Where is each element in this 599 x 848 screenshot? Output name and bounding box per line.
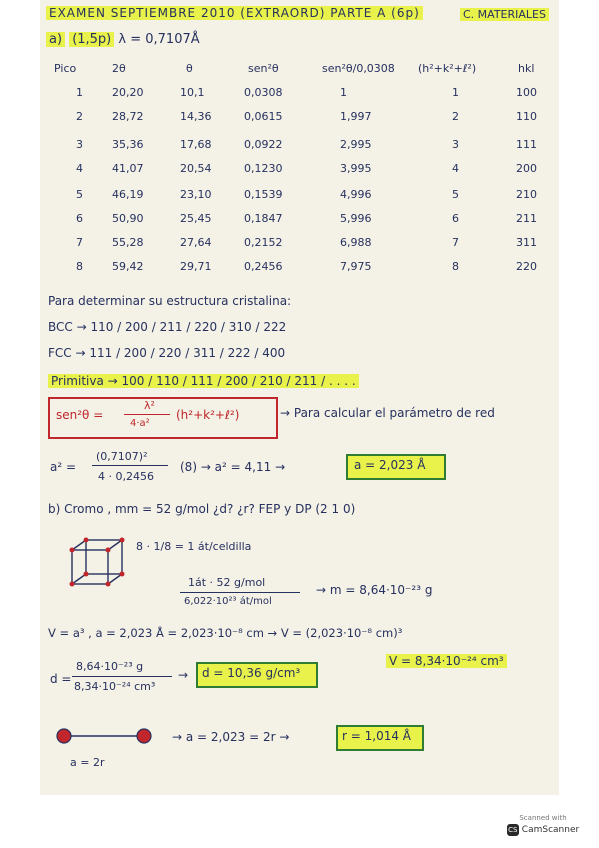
mass-denominator: 6,022·10²³ át/mol (184, 596, 272, 607)
cell-ratio: 7,975 (340, 260, 372, 273)
mass-fraction-bar (180, 592, 300, 593)
cell-pico: 1 (76, 86, 83, 99)
a-squared-rest: (8) → a² = 4,11 → (180, 460, 286, 474)
cell-2theta: 50,90 (112, 212, 144, 225)
bcc-sequence: BCC → 110 / 200 / 211 / 220 / 310 / 222 (48, 320, 287, 334)
cell-theta: 17,68 (180, 138, 212, 151)
cell-ratio: 4,996 (340, 188, 372, 201)
density-fraction-bar (72, 676, 172, 677)
cubic-cell-icon (68, 536, 128, 588)
header-pico: Pico (54, 62, 77, 75)
course-name-text: C. MATERIALES (460, 8, 549, 21)
cell-hkl: 3̄11 (516, 236, 537, 249)
course-name (460, 8, 549, 21)
header-hkl: hkl (518, 62, 535, 75)
cell-sum: 6 (452, 212, 459, 225)
cell-sum: 8 (452, 260, 459, 273)
cell-sum: 1 (452, 86, 459, 99)
cell-pico: 5 (76, 188, 83, 201)
cell-ratio: 5,996 (340, 212, 372, 225)
cell-hkl: 110 (516, 110, 537, 123)
formula-numerator: λ² (144, 399, 155, 412)
mass-numerator: 1át · 52 g/mol (188, 576, 266, 589)
cell-hkl: 200 (516, 162, 537, 175)
radius-line: → a = 2,023 = 2r → (172, 730, 290, 744)
cell-hkl: 100 (516, 86, 537, 99)
stamp-brand (501, 824, 585, 836)
cell-sen2: 0,2152 (244, 236, 283, 249)
header-sen2: sen²θ (248, 62, 279, 75)
density-result: d = 10,36 g/cm³ (202, 666, 301, 680)
cell-hkl: 210 (516, 188, 537, 201)
header-sum: (h²+k²+ℓ²) (418, 62, 477, 75)
cell-sen2: 0,0922 (244, 138, 283, 151)
wavelength: λ = 0,7107Å (118, 32, 200, 47)
cell-2theta: 35,36 (112, 138, 144, 151)
mass-result: → m = 8,64·10⁻²³ g (316, 583, 433, 597)
cell-theta: 14,36 (180, 110, 212, 123)
part-b-question: b) Cromo , mm = 52 g/mol ¿d? ¿r? FEP y DP (2 1 0) (48, 502, 356, 516)
cell-ratio: 6,988 (340, 236, 372, 249)
cell-ratio: 1,997 (340, 110, 372, 123)
header-2theta: 2θ (112, 62, 126, 75)
cell-ratio: 2,995 (340, 138, 372, 151)
a-equals-2r: a = 2r (70, 756, 105, 769)
cell-pico: 2 (76, 110, 83, 123)
radius-result: r = 1,014 Å (342, 729, 411, 743)
cell-sen2: 0,1847 (244, 212, 283, 225)
cell-sen2: 0,1539 (244, 188, 283, 201)
formula-lhs: sen²θ = (56, 408, 104, 422)
part-a-points: (1,5p) (69, 32, 114, 47)
cell-sum: 4 (452, 162, 459, 175)
camscanner-logo-icon: CS (508, 826, 518, 834)
cell-theta: 23,10 (180, 188, 212, 201)
cell-hkl: 211 (516, 212, 537, 225)
cell-pico: 7 (76, 236, 83, 249)
cell-sum: 2 (452, 110, 459, 123)
atoms-per-cell: 8 · 1/8 = 1 át/celdilla (136, 540, 252, 553)
cell-sen2: 0,0308 (244, 86, 283, 99)
fcc-sequence: FCC → 111 / 200 / 220 / 311 / 222 / 400 (48, 346, 286, 360)
cell-sen2: 0,1230 (244, 162, 283, 175)
cell-hkl: 111 (516, 138, 537, 151)
cell-theta: 20,54 (180, 162, 212, 175)
camscanner-stamp (501, 814, 585, 836)
density-lhs: d = (50, 672, 72, 686)
cell-sum: 7 (452, 236, 459, 249)
formula-rhs: (h²+k²+ℓ²) (176, 408, 240, 422)
cell-sen2: 0,2456 (244, 260, 283, 273)
a-squared-numerator: (0,7107)² (96, 450, 148, 463)
cell-ratio: 1 (340, 86, 347, 99)
volume-line: V = a³ , a = 2,023 Å = 2,023·10⁻⁸ cm → V = (2,023·10⁻⁸ cm)³ (48, 626, 403, 640)
cell-2theta: 41,07 (112, 162, 144, 175)
stamp-brand-name: CamScanner (521, 825, 580, 835)
cell-pico: 8 (76, 260, 83, 273)
primitive-sequence-text: Primitiva → 100 / 110 / 111 / 200 / 210 / 211 / . . . . (48, 374, 359, 388)
a-squared-fraction-bar (92, 465, 168, 466)
cell-ratio: 3,995 (340, 162, 372, 175)
formula-fraction-bar (124, 414, 170, 415)
cell-2theta: 55,28 (112, 236, 144, 249)
notebook-page (40, 0, 559, 795)
formula-note: → Para calcular el parámetro de red (280, 406, 495, 420)
cell-sum: 3 (452, 138, 459, 151)
cell-2theta: 28,72 (112, 110, 144, 123)
volume-result (386, 654, 507, 668)
header-theta: θ (186, 62, 193, 75)
cell-2theta: 59,42 (112, 260, 144, 273)
cell-theta: 25,45 (180, 212, 212, 225)
cell-theta: 29,71 (180, 260, 212, 273)
header-ratio: sen²θ/0,0308 (322, 62, 395, 75)
cell-sen2: 0,0615 (244, 110, 283, 123)
a-squared-lhs: a² = (50, 460, 77, 474)
cell-pico: 4 (76, 162, 83, 175)
a-result: a = 2,023 Å (354, 458, 426, 472)
cell-hkl: 220 (516, 260, 537, 273)
density-arrow: → (178, 668, 189, 682)
cell-pico: 6 (76, 212, 83, 225)
density-numerator: 8,64·10⁻²³ g (76, 660, 144, 673)
part-a-heading (46, 32, 200, 47)
formula-denominator: 4·a² (130, 418, 150, 429)
exam-title-text: EXAMEN SEPTIEMBRE 2010 (EXTRAORD) PARTE A (6p) (46, 6, 423, 20)
cell-2theta: 20,20 (112, 86, 144, 99)
stamp-caption: Scanned with (519, 814, 567, 822)
cell-sum: 5 (452, 188, 459, 201)
a-squared-denominator: 4 · 0,2456 (98, 470, 154, 483)
cell-pico: 3 (76, 138, 83, 151)
primitive-sequence (48, 374, 359, 388)
exam-title (46, 6, 423, 20)
cell-theta: 10,1 (180, 86, 205, 99)
structure-intro: Para determinar su estructura cristalina: (48, 294, 292, 308)
cell-theta: 27,64 (180, 236, 212, 249)
touching-atoms-icon (54, 726, 154, 746)
density-denominator: 8,34·10⁻²⁴ cm³ (74, 680, 156, 693)
volume-result-text: V = 8,34·10⁻²⁴ cm³ (386, 654, 507, 668)
cell-2theta: 46,19 (112, 188, 144, 201)
part-a-label: a) (46, 32, 65, 47)
